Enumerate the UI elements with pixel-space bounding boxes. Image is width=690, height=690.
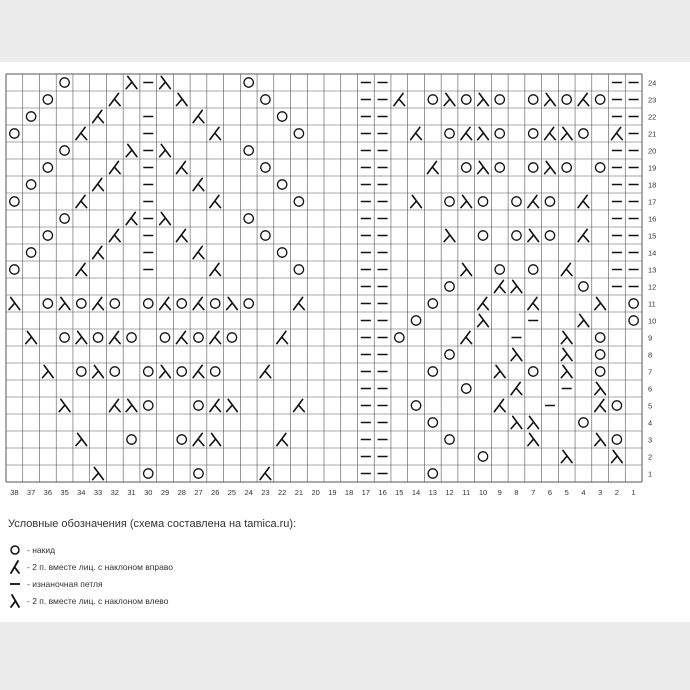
yarn-over-mark [194,401,203,410]
column-label: 18 [344,488,354,497]
k2tog-left-mark [444,229,455,241]
yarn-over-mark [177,299,186,308]
column-label: 4 [581,488,586,497]
row-label: 22 [648,112,657,122]
k2tog-right-mark [595,399,606,411]
k2tog-right-mark [193,246,204,258]
yarn-over-mark [43,231,52,240]
k2tog-right-mark [126,212,137,224]
column-label: 17 [361,488,371,497]
column-label: 9 [497,488,502,497]
yarn-over-mark [244,299,253,308]
yarn-over-mark [261,231,270,240]
k2tog-right-icon [8,560,22,574]
yarn-over-mark [529,163,538,172]
k2tog-right-mark [294,297,305,309]
yarn-over-mark [445,435,454,444]
yarn-over-mark [562,95,571,104]
yarn-over-mark [43,163,52,172]
column-label: 6 [547,488,553,497]
row-label: 14 [648,248,657,258]
yarn-over-mark [93,333,102,342]
row-label: 7 [648,367,653,377]
k2tog-right-mark [578,195,589,207]
yarn-over-mark [595,333,604,342]
yarn-over-mark [612,401,621,410]
yarn-over-mark [411,401,420,410]
k2tog-right-mark [210,399,221,411]
k2tog-right-mark [277,331,288,343]
k2tog-left-mark [227,297,238,309]
column-label: 8 [514,488,519,497]
k2tog-right-mark [93,297,104,309]
row-label: 16 [648,214,657,224]
k2tog-left-mark [478,161,489,173]
k2tog-right-mark [411,127,422,139]
k2tog-left-mark [93,467,104,479]
row-label: 17 [648,197,657,207]
yarn-over-mark [428,367,437,376]
yarn-over-mark [43,299,52,308]
yarn-over-mark [445,129,454,138]
yarn-over-mark [445,350,454,359]
yarn-over-mark [629,299,638,308]
yarn-over-mark [211,299,220,308]
k2tog-left-mark [59,399,70,411]
column-label: 12 [445,488,454,497]
legend-item-k2tog-right [8,558,668,575]
yarn-over-mark [110,367,119,376]
k2tog-right-mark [193,110,204,122]
k2tog-right-mark [176,331,187,343]
k2tog-right-mark [160,297,171,309]
yarn-over-mark [512,197,521,206]
k2tog-right-mark [494,280,505,292]
legend-text-purl: - изнаночная петля [27,578,103,589]
row-label: 15 [648,231,657,241]
column-label: 28 [177,488,186,497]
yarn-over-mark [445,282,454,291]
k2tog-left-mark [76,331,87,343]
k2tog-right-mark [578,229,589,241]
column-label: 29 [160,488,170,497]
k2tog-left-mark [528,229,539,241]
k2tog-right-mark [461,331,472,343]
yarn-over-mark [127,333,136,342]
column-label: 35 [60,488,69,497]
yarn-over-mark [428,95,437,104]
yarn-over-mark [277,112,286,121]
yarn-over-mark [595,367,604,376]
yarn-over-mark [60,146,69,155]
row-label: 2 [648,452,653,462]
k2tog-left-mark [461,195,472,207]
yarn-over-mark [495,265,504,274]
k2tog-left-mark [126,76,137,88]
row-label: 12 [648,282,657,292]
k2tog-right-mark [93,178,104,190]
yarn-over-mark [10,129,19,138]
k2tog-right-mark [210,263,221,275]
yarn-over-mark [428,469,437,478]
k2tog-right-mark [528,195,539,207]
yarn-over-mark [462,384,471,393]
k2tog-right-mark [93,110,104,122]
yarn-over-mark [545,197,554,206]
k2tog-right-mark [394,93,405,105]
row-label: 1 [648,469,653,479]
k2tog-right-mark [545,127,556,139]
yarn-over-mark [629,316,638,325]
k2tog-right-mark [76,195,87,207]
knitting-chart [0,62,690,512]
yarn-over-mark [495,163,504,172]
yarn-over-mark [227,333,236,342]
k2tog-right-mark [294,399,305,411]
k2tog-right-mark [193,297,204,309]
k2tog-left-mark [561,365,572,377]
yarn-over-mark [428,299,437,308]
k2tog-left-mark [561,348,572,360]
k2tog-right-mark [109,93,120,105]
k2tog-right-mark [478,297,489,309]
yarn-over-mark [294,129,303,138]
column-label: 15 [395,488,404,497]
row-label: 21 [648,129,657,139]
yarn-over-mark [478,197,487,206]
yarn-over-mark [411,316,420,325]
k2tog-right-mark [76,263,87,275]
yarn-over-mark [60,214,69,223]
column-label: 25 [227,488,237,497]
k2tog-right-mark [260,467,271,479]
purl-icon [8,577,22,591]
column-label: 31 [127,488,136,497]
yarn-over-mark [462,163,471,172]
yarn-over-mark [529,265,538,274]
k2tog-right-mark [109,229,120,241]
row-label: 3 [648,435,653,445]
k2tog-left-mark [9,297,20,309]
k2tog-left-mark [561,127,572,139]
legend-title: Условные обозначения (схема составлена на tamica.ru): [8,518,297,530]
yarn-over-mark [77,299,86,308]
legend-text-k2tog-left: - 2 п. вместе лиц. с наклоном влево [27,595,169,606]
column-label: 10 [478,488,488,497]
yarn-over-mark [529,95,538,104]
yarn-over-mark [579,129,588,138]
column-label: 2 [614,488,619,497]
yarn-over-mark [26,248,35,257]
column-label: 23 [261,488,270,497]
k2tog-left-mark [511,280,522,292]
row-label: 13 [648,265,657,275]
column-label: 5 [564,488,569,497]
legend-item-k2tog-left [8,592,668,609]
column-label: 32 [110,488,119,497]
k2tog-left-mark [160,365,171,377]
column-label: 30 [144,488,153,497]
yarn-over-mark [144,367,153,376]
k2tog-left-mark [545,93,556,105]
yarn-over-mark [428,418,437,427]
yarn-over-mark [595,350,604,359]
k2tog-right-mark [578,93,589,105]
k2tog-left-mark [93,365,104,377]
column-label: 38 [10,488,19,497]
yarn-over-mark [211,367,220,376]
k2tog-left-mark [511,348,522,360]
column-label: 7 [531,488,536,497]
yarn-over-mark [495,129,504,138]
column-label: 11 [462,488,471,497]
yarn-over-mark [529,129,538,138]
k2tog-left-mark [176,93,187,105]
yarn-over-mark [277,248,286,257]
k2tog-left-mark [612,450,623,462]
yarn-over-mark [595,95,604,104]
k2tog-right-mark [612,127,623,139]
yarn-over-mark [529,367,538,376]
k2tog-left-mark [59,297,70,309]
k2tog-left-mark [227,399,238,411]
k2tog-right-mark [193,178,204,190]
yarn-over-mark [127,435,136,444]
yarn-over-mark [144,299,153,308]
k2tog-left-mark [126,144,137,156]
yarn-over-mark [194,333,203,342]
k2tog-right-mark [210,127,221,139]
k2tog-right-mark [76,127,87,139]
column-label: 14 [411,488,421,497]
column-label: 37 [26,488,36,497]
row-label: 19 [648,163,657,173]
yarn-over-mark [177,367,186,376]
row-label: 10 [648,316,657,326]
yarn-over-icon [8,543,22,557]
yarn-over-mark [512,231,521,240]
yarn-over-mark [545,231,554,240]
k2tog-right-mark [193,433,204,445]
yarn-over-mark [462,95,471,104]
k2tog-right-mark [176,161,187,173]
k2tog-left-mark [545,161,556,173]
k2tog-left-mark [578,314,589,326]
k2tog-right-mark [494,399,505,411]
k2tog-left-mark [210,433,221,445]
row-label: 5 [648,401,653,411]
yarn-over-mark [277,180,286,189]
legend-item-purl [8,575,668,592]
k2tog-right-mark [260,365,271,377]
chart-sheet [0,62,690,622]
k2tog-left-mark [561,450,572,462]
yarn-over-mark [177,435,186,444]
k2tog-right-mark [277,433,288,445]
column-label: 1 [631,488,636,497]
column-label: 36 [43,488,53,497]
k2tog-right-mark [193,365,204,377]
yarn-over-mark [294,197,303,206]
yarn-over-mark [10,197,19,206]
k2tog-right-mark [93,246,104,258]
column-label: 34 [77,488,86,497]
k2tog-right-mark [210,195,221,207]
k2tog-right-mark [109,399,120,411]
legend-item-yarn-over [8,541,668,558]
yarn-over-mark [26,180,35,189]
yarn-over-mark [160,333,169,342]
column-label: 20 [311,488,320,497]
yarn-over-mark [244,146,253,155]
k2tog-right-mark [109,331,120,343]
yarn-over-mark [60,333,69,342]
k2tog-left-icon [8,594,22,608]
k2tog-left-mark [126,399,137,411]
yarn-over-mark [77,367,86,376]
k2tog-left-mark [160,212,171,224]
yarn-over-mark [579,282,588,291]
column-label: 33 [93,488,103,497]
k2tog-left-mark [595,382,606,394]
column-label: 3 [598,488,603,497]
column-label: 26 [211,488,220,497]
yarn-over-mark [261,95,270,104]
k2tog-left-mark [528,416,539,428]
k2tog-left-mark [42,365,53,377]
k2tog-left-mark [595,297,606,309]
yarn-over-mark [43,95,52,104]
column-label: 24 [244,488,253,497]
k2tog-left-mark [478,93,489,105]
yarn-over-mark [595,163,604,172]
k2tog-left-mark [478,127,489,139]
legend-text-yarn-over: - накид [27,544,56,555]
yarn-over-mark [60,78,69,87]
yarn-over-mark [261,163,270,172]
yarn-over-mark [144,469,153,478]
yarn-over-mark [244,214,253,223]
yarn-over-mark [579,418,588,427]
column-label: 27 [194,488,203,497]
yarn-over-mark [294,265,303,274]
yarn-over-mark [244,78,253,87]
k2tog-left-mark [444,93,455,105]
column-label: 19 [328,488,337,497]
k2tog-right-mark [109,161,120,173]
k2tog-right-mark [561,263,572,275]
k2tog-left-mark [26,331,37,343]
legend [8,518,668,609]
column-label: 13 [428,488,437,497]
yarn-over-mark [144,401,153,410]
row-label: 24 [648,78,657,88]
column-label: 16 [378,488,387,497]
k2tog-right-mark [427,161,438,173]
row-label: 6 [648,384,653,394]
k2tog-left-mark [478,314,489,326]
yarn-over-mark [478,452,487,461]
k2tog-left-mark [494,365,505,377]
row-label: 18 [648,180,657,190]
row-label: 9 [648,333,653,343]
k2tog-left-mark [511,416,522,428]
k2tog-right-mark [511,382,522,394]
k2tog-left-mark [411,195,422,207]
yarn-over-mark [194,469,203,478]
k2tog-right-mark [461,127,472,139]
row-label: 8 [648,350,653,360]
yarn-over-mark [445,197,454,206]
k2tog-right-mark [528,297,539,309]
yarn-over-mark [478,231,487,240]
column-label: 21 [294,488,304,497]
k2tog-left-mark [528,433,539,445]
yarn-over-mark [110,299,119,308]
k2tog-left-mark [76,433,87,445]
yarn-over-mark [26,112,35,121]
yarn-over-mark [495,95,504,104]
yarn-over-mark [395,333,404,342]
k2tog-left-mark [461,263,472,275]
yarn-over-mark [562,163,571,172]
row-label: 4 [648,418,653,428]
row-label: 23 [648,95,657,105]
yarn-over-mark [10,265,19,274]
k2tog-left-mark [160,144,171,156]
k2tog-left-mark [160,76,171,88]
legend-text-k2tog-right: - 2 п. вместе лиц. с наклоном вправо [27,561,174,572]
k2tog-right-mark [176,229,187,241]
row-label: 11 [648,299,656,309]
k2tog-left-mark [595,433,606,445]
column-label: 22 [277,488,287,497]
yarn-over-mark [612,435,621,444]
k2tog-right-mark [210,331,221,343]
row-label: 20 [648,146,657,156]
k2tog-left-mark [561,331,572,343]
